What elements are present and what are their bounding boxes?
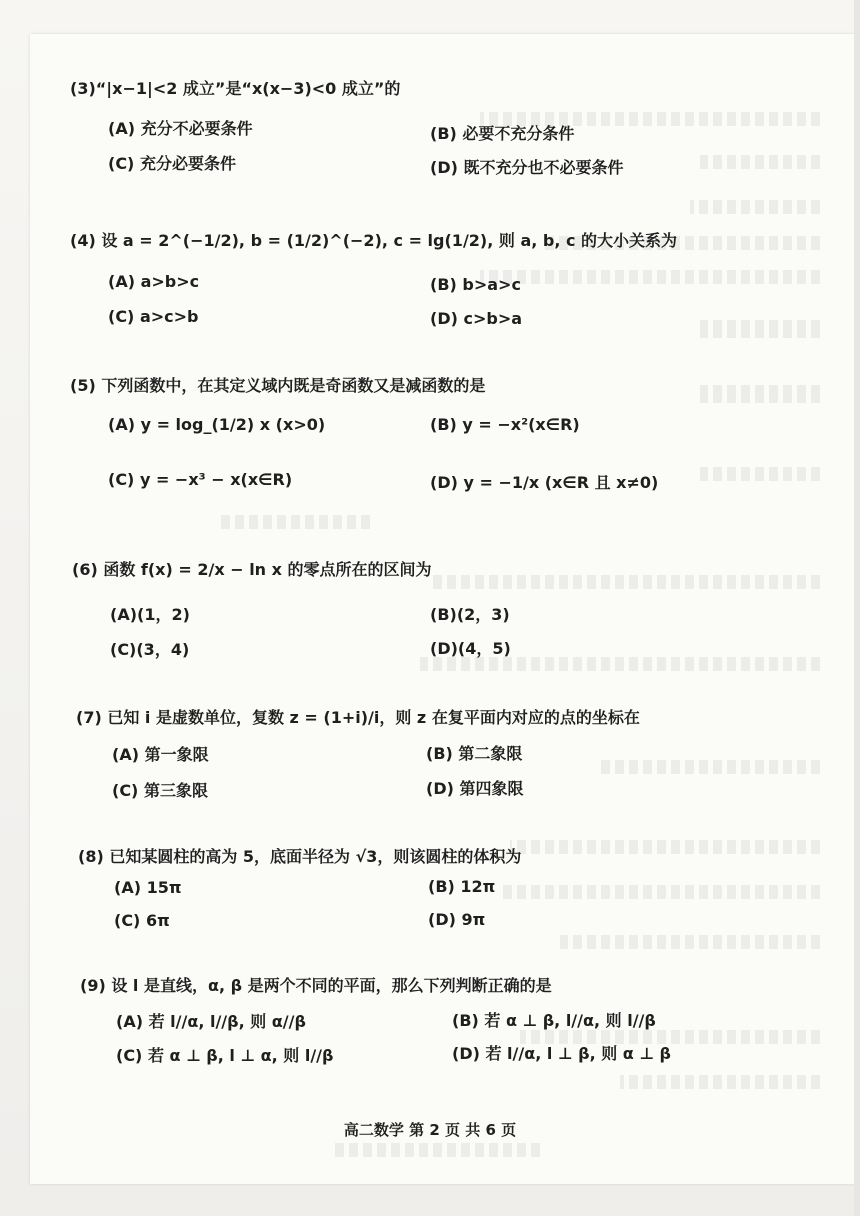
question-4-option-d: (D) c>b>a bbox=[430, 309, 523, 328]
question-6-option-a: (A)(1，2) bbox=[110, 605, 190, 624]
question-5-stem: (5) 下列函数中，在其定义域内既是奇函数又是减函数的是 bbox=[70, 376, 486, 395]
question-5-option-b: (B) y = −x²(x∈R) bbox=[430, 415, 580, 434]
question-5-option-a: (A) y = log_(1/2) x (x>0) bbox=[108, 415, 326, 434]
question-3-option-b: (B) 必要不充分条件 bbox=[430, 124, 575, 143]
question-8-option-d: (D) 9π bbox=[428, 910, 486, 929]
question-4-option-a: (A) a>b>c bbox=[108, 272, 200, 291]
question-4-option-b: (B) b>a>c bbox=[430, 275, 521, 294]
page-edge bbox=[854, 0, 860, 1216]
question-6-option-b: (B)(2，3) bbox=[430, 605, 510, 624]
page-footer: 高二数学 第 2 页 共 6 页 bbox=[343, 1121, 517, 1139]
question-7-option-b: (B) 第二象限 bbox=[426, 744, 523, 763]
question-3-option-d: (D) 既不充分也不必要条件 bbox=[430, 158, 624, 177]
question-9-option-a: (A) 若 l//α, l//β, 则 α//β bbox=[116, 1012, 306, 1031]
question-6-stem: (6) 函数 f(x) = 2/x − ln x 的零点所在的区间为 bbox=[72, 560, 432, 579]
question-8-option-a: (A) 15π bbox=[114, 878, 182, 897]
question-9-stem: (9) 设 l 是直线，α, β 是两个不同的平面，那么下列判断正确的是 bbox=[80, 976, 552, 995]
question-7-option-a: (A) 第一象限 bbox=[112, 745, 209, 764]
question-6-option-d: (D)(4，5) bbox=[430, 639, 511, 658]
question-3-stem: (3)“|x−1|<2 成立”是“x(x−3)<0 成立”的 bbox=[70, 79, 401, 98]
question-6-option-c: (C)(3，4) bbox=[110, 640, 190, 659]
question-4-option-c: (C) a>c>b bbox=[108, 307, 199, 326]
question-7-stem: (7) 已知 i 是虚数单位，复数 z = (1+i)/i，则 z 在复平面内对应的点的坐标在 bbox=[76, 708, 640, 727]
question-7-option-c: (C) 第三象限 bbox=[112, 781, 208, 800]
question-3-option-c: (C) 充分必要条件 bbox=[108, 154, 236, 173]
question-7-option-d: (D) 第四象限 bbox=[426, 779, 524, 798]
question-4-stem: (4) 设 a = 2^(−1/2), b = (1/2)^(−2), c = lg(1/2), 则 a, b, c 的大小关系为 bbox=[70, 231, 678, 250]
question-3-option-a: (A) 充分不必要条件 bbox=[108, 119, 253, 138]
question-8-option-b: (B) 12π bbox=[428, 877, 496, 896]
question-5-option-d: (D) y = −1/x (x∈R 且 x≠0) bbox=[430, 473, 659, 492]
question-9-option-d: (D) 若 l//α, l ⊥ β, 则 α ⊥ β bbox=[452, 1044, 671, 1063]
question-8-option-c: (C) 6π bbox=[114, 911, 170, 930]
question-5-option-c: (C) y = −x³ − x(x∈R) bbox=[108, 470, 293, 489]
question-8-stem: (8) 已知某圆柱的高为 5，底面半径为 √3，则该圆柱的体积为 bbox=[78, 847, 522, 866]
question-9-option-b: (B) 若 α ⊥ β, l//α, 则 l//β bbox=[452, 1011, 656, 1030]
question-9-option-c: (C) 若 α ⊥ β, l ⊥ α, 则 l//β bbox=[116, 1046, 334, 1065]
